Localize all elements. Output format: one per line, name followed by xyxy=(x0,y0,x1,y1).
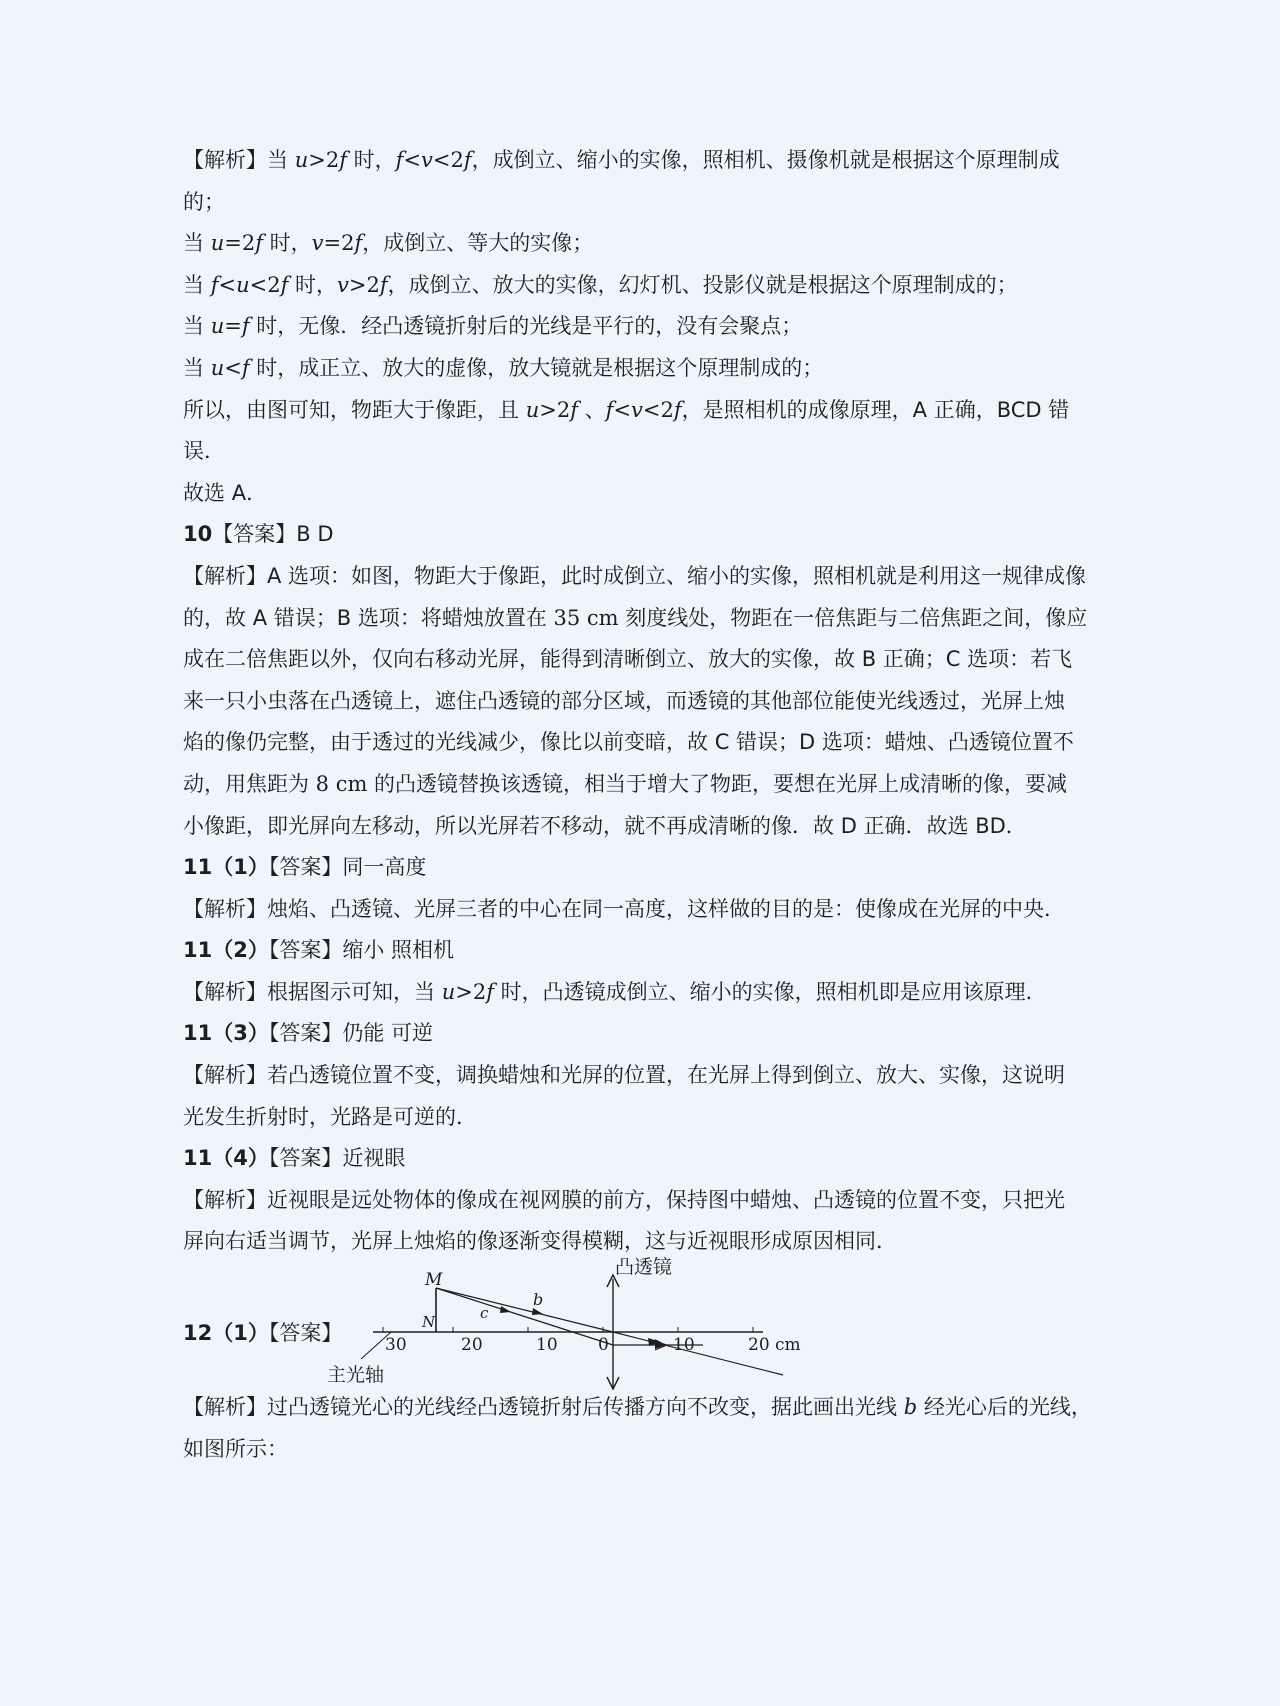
analysis-line-4 xyxy=(183,265,1093,307)
q10-analysis-6 xyxy=(183,764,1093,806)
text: 选项：若飞 xyxy=(960,647,1073,672)
math: v xyxy=(337,272,349,297)
math: < xyxy=(403,148,422,172)
answer-value: B D xyxy=(296,522,334,547)
text: 正确．故选 xyxy=(856,813,976,838)
math: = xyxy=(224,314,242,339)
math: < xyxy=(218,272,237,297)
text: 时，无像．经凸透镜折射后的光线是平行的，没有会聚点； xyxy=(249,314,803,339)
math: f xyxy=(241,314,250,339)
math: >2 xyxy=(308,148,340,172)
math: f xyxy=(570,397,578,422)
math: <2 xyxy=(249,272,281,297)
q11-1-analysis xyxy=(183,889,1093,931)
text: 【解析】 xyxy=(183,563,267,588)
text: 光发生折射时，光路是可逆的． xyxy=(183,1104,477,1129)
q11-4-answer xyxy=(183,1138,1093,1180)
q11-3-answer xyxy=(183,1013,1093,1055)
text: 【解析】根据图示可知，当 xyxy=(183,979,442,1004)
q11-1-answer xyxy=(183,847,1093,889)
lens-label: 凸透镜 xyxy=(615,1256,673,1279)
tick-label-20cm: 20 cm xyxy=(748,1335,801,1356)
text: 小像距，即光屏向左移动，所以光屏若不移动，就不再成清晰的像．故 xyxy=(183,813,841,838)
q10-analysis-7 xyxy=(183,806,1093,848)
text: ，成倒立、等大的实像； xyxy=(362,231,594,256)
math: =2 xyxy=(323,231,355,256)
lens-ray-diagram xyxy=(327,1256,803,1387)
ray-b-incident xyxy=(436,1288,613,1332)
text: 当 xyxy=(183,231,211,256)
math: >2 xyxy=(348,272,380,297)
math: =2 xyxy=(224,231,256,256)
question-number: 11（4） xyxy=(183,1146,269,1171)
text: 选项：蜡烛、凸透镜位置不 xyxy=(815,730,1074,755)
answer-label: 【答案】 xyxy=(212,522,297,547)
math: <2 xyxy=(432,148,464,172)
text: 时，成正立、放大的虚像，放大镜就是根据这个原理制成的； xyxy=(249,355,824,380)
point-n-label: N xyxy=(422,1313,436,1332)
question-number: 11（2） xyxy=(183,938,269,963)
text: 故选 xyxy=(183,480,232,505)
math: f xyxy=(339,148,347,172)
analysis-line-7 xyxy=(183,390,1093,432)
text: 选项：将蜡烛放置在 35 cm 刻度线处，物距在一倍焦距与二倍焦距之间，像应 xyxy=(351,605,1088,630)
ray-b-label: b xyxy=(533,1290,544,1310)
math: u xyxy=(210,355,225,380)
math: f xyxy=(354,231,363,256)
q11-4-analysis-1 xyxy=(183,1180,1093,1222)
math: u xyxy=(236,272,250,297)
tick-label-30: 30 xyxy=(385,1335,407,1356)
math: u xyxy=(210,231,225,256)
text: 时， xyxy=(262,231,312,256)
text: 、 xyxy=(577,397,606,422)
math: v xyxy=(631,397,643,422)
text: 正确； xyxy=(876,647,946,672)
principal-axis-label: 主光轴 xyxy=(327,1364,385,1387)
text: 屏向右适当调节，光屏上烛焰的像逐渐变得模糊，这与近视眼形成原因相同． xyxy=(183,1229,897,1254)
q10-analysis-5 xyxy=(183,722,1093,764)
math: f xyxy=(241,355,250,380)
text: 【解析】当 xyxy=(183,148,295,172)
text: ． xyxy=(246,480,268,505)
math: f xyxy=(255,231,263,256)
q12-analysis-1 xyxy=(183,1387,1093,1429)
answer-value: 【答案】仍能 可逆 xyxy=(268,1021,434,1046)
text: ，是照相机的成像原理， xyxy=(681,397,913,422)
math: u xyxy=(441,979,456,1004)
text: 时， xyxy=(288,272,338,297)
q11-2-analysis xyxy=(183,972,1093,1014)
math: u xyxy=(210,314,225,339)
question-number: 11（1） xyxy=(183,855,269,880)
text: 当 xyxy=(183,314,211,339)
analysis-line-6 xyxy=(183,348,1093,390)
text: 【解析】近视眼是远处物体的像成在视网膜的前方，保持图中蜡烛、凸透镜的位置不变，只把光 xyxy=(183,1187,1065,1212)
math: v xyxy=(311,231,324,256)
q10-analysis-1 xyxy=(183,556,1093,598)
option-letter: C xyxy=(714,730,730,755)
text: 误． xyxy=(183,439,225,464)
math: u xyxy=(525,397,540,422)
q11-2-answer xyxy=(183,930,1093,972)
option-letter: B xyxy=(861,647,877,672)
analysis-line-9 xyxy=(183,473,1093,515)
math: f xyxy=(395,148,404,172)
q11-3-analysis-1 xyxy=(183,1055,1093,1097)
option-letter: A xyxy=(267,563,282,588)
text: 所以，由图可知，物距大于像距，且 xyxy=(183,397,526,422)
text: 错 xyxy=(1041,397,1070,422)
ray-arrow-icon xyxy=(532,1308,543,1315)
option-letter: D xyxy=(799,730,816,755)
answer-value: 【答案】缩小 照相机 xyxy=(268,938,455,963)
answer-value: 【答案】近视眼 xyxy=(268,1146,406,1171)
option-letter: B xyxy=(336,605,352,630)
q11-3-analysis-2 xyxy=(183,1097,1093,1139)
text: 错误； xyxy=(729,730,800,755)
q10-answer xyxy=(183,514,1093,556)
option-letter: A xyxy=(231,480,247,505)
text: 选项：如图，物距大于像距，此时成倒立、缩小的实像，照相机就是利用这一规律成像 xyxy=(281,563,1087,588)
math: f xyxy=(605,397,614,422)
analysis-line-3 xyxy=(183,223,1093,265)
answer-value: 【答案】同一高度 xyxy=(268,855,427,880)
text: 时， xyxy=(346,148,396,172)
ray-arrow-icon xyxy=(500,1306,511,1313)
option-letter: C xyxy=(945,647,961,672)
q10-analysis-4 xyxy=(183,681,1093,723)
q12-answer-label xyxy=(183,1313,342,1355)
text: ，成倒立、放大的实像，幻灯机、投影仪就是根据这个原理制成的； xyxy=(387,272,1018,297)
tick-label-10-right: 10 xyxy=(673,1335,695,1356)
math: f xyxy=(210,272,219,297)
text: ，成倒立、缩小的实像，照相机、摄像机就是根据这个原理制成 xyxy=(471,148,1060,172)
q12-answer-row xyxy=(183,1256,1093,1387)
question-number: 11（3） xyxy=(183,1021,269,1046)
text: 成在二倍焦距以外，仅向右移动光屏，能得到清晰倒立、放大的实像，故 xyxy=(183,647,862,672)
math: v xyxy=(421,148,433,172)
text: 如图所示： xyxy=(183,1436,288,1461)
math: >2 xyxy=(455,979,487,1004)
text: 当 xyxy=(183,272,211,297)
text: 动，用焦距为 8 cm 的凸透镜替换该透镜，相当于增大了物距，要想在光屏上成清晰的像，要减 xyxy=(183,771,1068,796)
math: u xyxy=(294,148,309,172)
text: 的； xyxy=(183,189,225,214)
text: 的，故 xyxy=(183,605,253,630)
option-letter: D xyxy=(840,813,857,838)
q10-analysis-2 xyxy=(183,598,1093,640)
math: f xyxy=(486,979,494,1004)
math: < xyxy=(224,355,242,380)
analysis-line-2 xyxy=(183,182,1093,224)
question-number: 12（1） xyxy=(183,1321,269,1346)
math: <2 xyxy=(642,397,674,422)
option-letter: BCD xyxy=(996,397,1042,422)
option-letter: A xyxy=(252,605,268,630)
q10-analysis-3 xyxy=(183,639,1093,681)
text: 焰的像仍完整，由于透过的光线减少，像比以前变暗，故 xyxy=(183,730,715,755)
q12-analysis-2 xyxy=(183,1429,1093,1471)
text: ． xyxy=(1005,813,1027,838)
text: 正确， xyxy=(927,397,997,422)
math: < xyxy=(613,397,632,422)
math: f xyxy=(379,272,388,297)
text: 【解析】烛焰、凸透镜、光屏三者的中心在同一高度，这样做的目的是：使像成在光屏的中央． xyxy=(183,896,1065,921)
ray-c-label: c xyxy=(480,1304,489,1323)
answer-label: 【答案】 xyxy=(268,1321,343,1346)
text: 经光心后的光线， xyxy=(917,1395,1092,1420)
text: 当 xyxy=(183,355,211,380)
math: b xyxy=(903,1395,918,1420)
analysis-line-8 xyxy=(183,431,1093,473)
text: 【解析】过凸透镜光心的光线经凸透镜折射后传播方向不改变，据此画出光线 xyxy=(183,1395,904,1420)
analysis-line-5 xyxy=(183,306,1093,348)
tick-label-20: 20 xyxy=(461,1335,483,1356)
answer-text xyxy=(183,140,1093,1470)
analysis-line-1 xyxy=(183,140,1093,182)
question-number: 10 xyxy=(183,522,213,547)
text: 时，凸透镜成倒立、缩小的实像，照相机即是应用该原理． xyxy=(493,979,1047,1004)
text: 来一只小虫落在凸透镜上，遮住凸透镜的部分区域，而透镜的其他部位能使光线透过，光屏上烛 xyxy=(183,688,1065,713)
math: f xyxy=(463,148,472,172)
tick-label-0: 0 xyxy=(598,1335,609,1356)
math: f xyxy=(280,272,289,297)
text: 错误； xyxy=(267,605,337,630)
math: >2 xyxy=(539,397,571,422)
text: 【解析】若凸透镜位置不变，调换蜡烛和光屏的位置，在光屏上得到倒立、放大、实像，这说明 xyxy=(183,1063,1065,1088)
option-letter: A xyxy=(912,397,928,422)
point-m-label: M xyxy=(425,1270,443,1291)
tick-label-10: 10 xyxy=(536,1335,558,1356)
math: f xyxy=(673,397,682,422)
option-letter: BD xyxy=(975,813,1006,838)
